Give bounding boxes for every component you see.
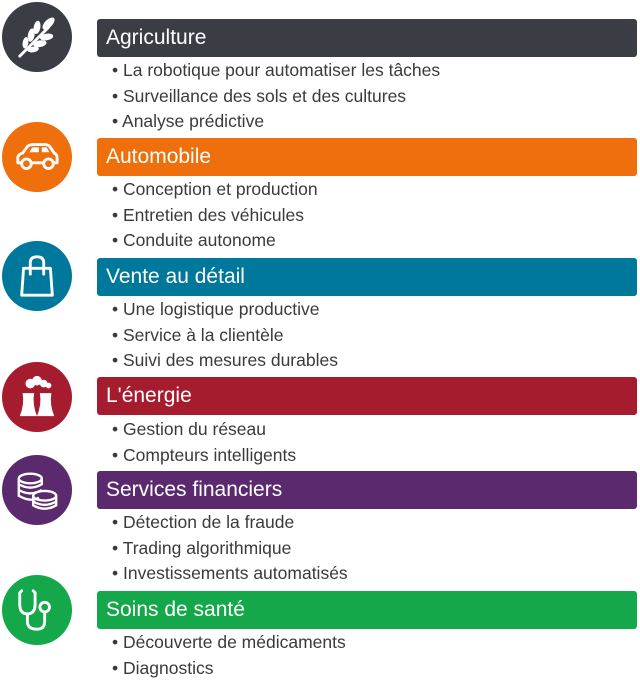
list-item: • La robotique pour automatiser les tâches <box>112 58 440 84</box>
finance-title: Services financiers <box>97 471 637 509</box>
list-item: • Détection de la fraude <box>112 510 348 536</box>
agriculture-icon-circle <box>2 2 72 72</box>
list-item: • Compteurs intelligents <box>112 443 296 469</box>
retail-icon-circle <box>2 241 72 311</box>
coins-icon <box>14 467 60 513</box>
energy-list <box>112 417 296 468</box>
retail-title: Vente au détail <box>97 258 637 296</box>
power-plant-icon <box>14 374 60 420</box>
automobile-list <box>112 177 318 254</box>
car-icon <box>14 134 60 180</box>
list-item: • Une logistique productive <box>112 297 338 323</box>
list-item: • Découverte de médicaments <box>112 630 346 656</box>
list-item: • Gestion du réseau <box>112 417 296 443</box>
automobile-title: Automobile <box>97 138 637 176</box>
automobile-icon-circle <box>2 122 72 192</box>
energy-icon-circle <box>2 362 72 432</box>
shopping-bag-icon <box>14 253 60 299</box>
agriculture-title: Agriculture <box>97 19 637 57</box>
wheat-icon <box>14 14 60 60</box>
list-item: • Suivi des mesures durables <box>112 348 338 374</box>
retail-list <box>112 297 338 374</box>
list-item: • Investissements automatisés <box>112 561 348 587</box>
energy-title: L'énergie <box>97 377 637 415</box>
list-item: • Trading algorithmique <box>112 536 348 562</box>
finance-icon-circle <box>2 455 72 525</box>
list-item: • Entretien des véhicules <box>112 203 318 229</box>
list-item: • Diagnostics <box>112 656 346 682</box>
list-item: • Conduite autonome <box>112 228 318 254</box>
health-title: Soins de santé <box>97 591 637 629</box>
agriculture-list <box>112 58 440 135</box>
health-icon-circle <box>2 575 72 645</box>
stethoscope-icon <box>14 587 60 633</box>
list-item: • Conception et production <box>112 177 318 203</box>
list-item: • Analyse prédictive <box>112 109 440 135</box>
list-item: • Service à la clientèle <box>112 323 338 349</box>
finance-list <box>112 510 348 587</box>
list-item: • Surveillance des sols et des cultures <box>112 84 440 110</box>
health-list <box>112 630 346 681</box>
